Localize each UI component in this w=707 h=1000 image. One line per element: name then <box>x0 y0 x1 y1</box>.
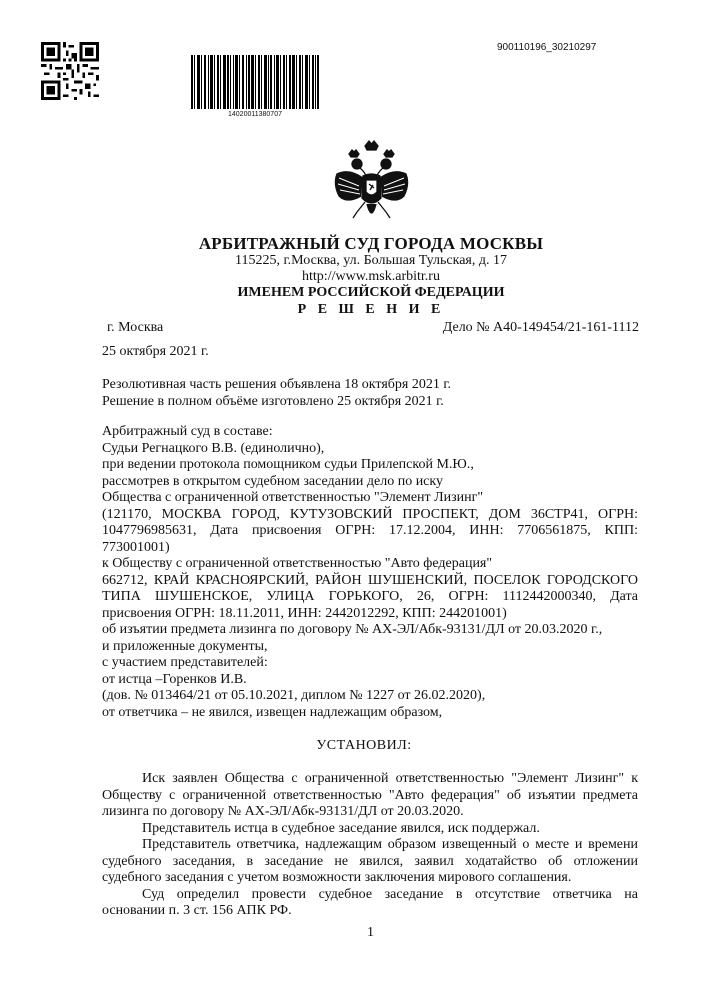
text-line: при ведении протокола помощником судьи Прилепской М.Ю., <box>102 457 474 472</box>
text-line: от ответчика – не явился, извещен надлежащим образом, <box>102 704 443 720</box>
composition-block <box>102 424 638 721</box>
decision-title: Р Е Ш Е Н И Е <box>297 302 445 317</box>
text-line: судебного заседания с учетом возможности заключения мирового соглашения. <box>102 870 572 885</box>
barcode <box>191 55 319 109</box>
intro-line: Решение в полном объёме изготовлено 25 октября 2021 г. <box>102 394 444 409</box>
in-the-name-heading: ИМЕНЕМ РОССИЙСКОЙ ФЕДЕРАЦИИ <box>237 285 505 300</box>
text-line: от истца –Горенков И.В. <box>102 671 247 687</box>
court-url: http://www.msk.arbitr.ru <box>302 269 440 284</box>
text-line: ТИПА ШУШЕНСКОЕ, УЛИЦА ГОРЬКОГО, 26, ОГРН: 1112442000340, Дата <box>102 589 638 604</box>
text-line: судебного заседания, в заседание не явился, заявил ходатайство об отложении <box>102 853 638 869</box>
text-line: Общества с ограниченной ответственностью "Элемент Лизинг" <box>102 490 484 505</box>
text-line: (дов. № 013464/21 от 05.10.2021, диплом № 1227 от 26.02.2020), <box>102 688 486 703</box>
case-number: Дело № А40-149454/21-161-1112 <box>442 320 639 335</box>
established-heading: УСТАНОВИЛ: <box>316 738 412 753</box>
text-line: Представитель ответчика, надлежащим образом извещенный о месте и времени <box>142 837 638 852</box>
text-line: с участием представителей: <box>102 655 268 670</box>
text-line: к Обществу с ограниченной ответственностью "Авто федерация" <box>102 556 493 571</box>
barcode-number: 14020011380707 <box>228 111 282 118</box>
court-name: АРБИТРАЖНЫЙ СУД ГОРОДА МОСКВЫ <box>198 234 544 253</box>
text-line: и приложенные документы, <box>102 638 268 654</box>
text-line: 662712, КРАЙ КРАСНОЯРСКИЙ, РАЙОН ШУШЕНСКИЙ, ПОСЕЛОК ГОРОДСКОГО <box>102 572 638 588</box>
text-line: 1047796985631, Дата присвоения ОГРН: 17.12.2004, ИНН: 7706561875, КПП: <box>102 523 638 538</box>
text-line: 773001001) <box>102 539 170 555</box>
text-line: Суд определил провести судебное заседание в отсутствие ответчика на <box>142 886 638 902</box>
text-line: присвоения ОГРН: 18.11.2011, ИНН: 2442012292, КПП: 244201001) <box>102 605 507 621</box>
text-line: Судьи Регнацкого В.В. (единолично), <box>102 440 325 456</box>
qr-code <box>41 42 99 100</box>
city: г. Москва <box>107 320 164 335</box>
coat-of-arms-emblem <box>329 138 414 228</box>
intro-line: Резолютивная часть решения объявлена 18 октября 2021 г. <box>102 377 451 392</box>
body-paragraphs <box>102 771 638 920</box>
text-line: Представитель истца в судебное заседание явился, иск поддержал. <box>142 820 540 836</box>
text-line: Арбитражный суд в составе: <box>102 424 273 439</box>
page-number: 1 <box>367 925 374 940</box>
court-address: 115225, г.Москва, ул. Большая Тульская, д. 17 <box>235 253 507 268</box>
decision-date: 25 октября 2021 г. <box>102 344 209 359</box>
text-line: Обществу с ограниченной ответственностью "Авто федерация" об изъятии предмета <box>102 787 638 803</box>
text-line: (121170, МОСКВА ГОРОД, КУТУЗОВСКИЙ ПРОСПЕКТ, ДОМ 36СТР41, ОГРН: <box>102 506 638 522</box>
text-line: лизинга по договору № АХ-ЭЛ/Абк-93131/ДЛ от 20.03.2020. <box>102 804 464 819</box>
document-id: 900110196_30210297 <box>497 42 597 53</box>
text-line: рассмотрев в открытом судебном заседании дело по иску <box>102 473 443 489</box>
text-line: Иск заявлен Общества с ограниченной ответственностью "Элемент Лизинг" к <box>142 771 638 786</box>
text-line: об изъятии предмета лизинга по договору № АХ-ЭЛ/Абк-93131/ДЛ от 20.03.2020 г., <box>102 622 603 637</box>
text-line: основании п. 3 ст. 156 АПК РФ. <box>102 903 292 918</box>
